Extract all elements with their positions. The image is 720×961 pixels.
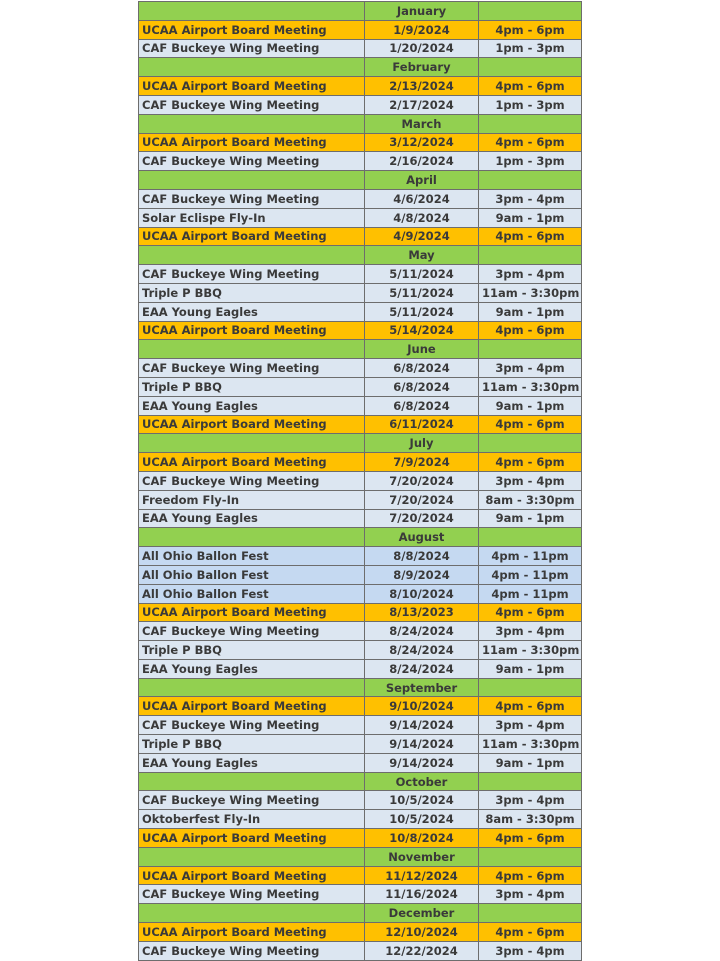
event-name: CAF Buckeye Wing Meeting xyxy=(139,189,365,208)
event-time: 4pm - 11pm xyxy=(479,584,582,603)
event-row xyxy=(139,584,582,603)
event-name: UCAA Airport Board Meeting xyxy=(139,697,365,716)
event-date: 7/9/2024 xyxy=(365,453,479,472)
month-name: October xyxy=(365,772,479,791)
event-row xyxy=(139,20,582,39)
event-name: All Ohio Ballon Fest xyxy=(139,547,365,566)
event-row xyxy=(139,641,582,660)
event-time: 3pm - 4pm xyxy=(479,189,582,208)
event-time: 3pm - 4pm xyxy=(479,941,582,960)
event-date: 8/8/2024 xyxy=(365,547,479,566)
month-spacer-cell xyxy=(479,528,582,547)
event-row xyxy=(139,547,582,566)
month-spacer-cell xyxy=(139,246,365,265)
event-name: CAF Buckeye Wing Meeting xyxy=(139,941,365,960)
event-name: All Ohio Ballon Fest xyxy=(139,565,365,584)
event-name: CAF Buckeye Wing Meeting xyxy=(139,265,365,284)
event-name: UCAA Airport Board Meeting xyxy=(139,321,365,340)
event-date: 9/14/2024 xyxy=(365,716,479,735)
event-time: 1pm - 3pm xyxy=(479,152,582,171)
event-row xyxy=(139,941,582,960)
event-name: CAF Buckeye Wing Meeting xyxy=(139,95,365,114)
event-name: UCAA Airport Board Meeting xyxy=(139,20,365,39)
month-name: July xyxy=(365,434,479,453)
month-spacer-cell xyxy=(479,114,582,133)
event-time: 3pm - 4pm xyxy=(479,885,582,904)
event-name: UCAA Airport Board Meeting xyxy=(139,415,365,434)
event-row xyxy=(139,133,582,152)
event-name: Triple P BBQ xyxy=(139,283,365,302)
event-row xyxy=(139,885,582,904)
event-row xyxy=(139,302,582,321)
event-row xyxy=(139,95,582,114)
event-name: UCAA Airport Board Meeting xyxy=(139,923,365,942)
event-time: 9am - 1pm xyxy=(479,509,582,528)
event-name: Oktoberfest Fly-In xyxy=(139,810,365,829)
event-name: CAF Buckeye Wing Meeting xyxy=(139,152,365,171)
event-time: 9am - 1pm xyxy=(479,753,582,772)
event-date: 2/17/2024 xyxy=(365,95,479,114)
event-row xyxy=(139,565,582,584)
event-date: 7/20/2024 xyxy=(365,471,479,490)
event-name: UCAA Airport Board Meeting xyxy=(139,77,365,96)
month-name: April xyxy=(365,171,479,190)
month-header-row xyxy=(139,772,582,791)
event-row xyxy=(139,227,582,246)
event-time: 9am - 1pm xyxy=(479,659,582,678)
event-time: 4pm - 6pm xyxy=(479,923,582,942)
event-name: Freedom Fly-In xyxy=(139,490,365,509)
month-spacer-cell xyxy=(479,772,582,791)
event-date: 6/8/2024 xyxy=(365,396,479,415)
month-header-row xyxy=(139,340,582,359)
event-time: 11am - 3:30pm xyxy=(479,641,582,660)
event-row xyxy=(139,753,582,772)
event-name: EAA Young Eagles xyxy=(139,302,365,321)
event-date: 6/11/2024 xyxy=(365,415,479,434)
month-spacer-cell xyxy=(139,904,365,923)
event-row xyxy=(139,359,582,378)
event-row xyxy=(139,471,582,490)
month-spacer-cell xyxy=(139,847,365,866)
schedule-body xyxy=(139,2,582,961)
event-time: 4pm - 6pm xyxy=(479,829,582,848)
month-spacer-cell xyxy=(479,434,582,453)
month-spacer-cell xyxy=(479,2,582,21)
event-name: UCAA Airport Board Meeting xyxy=(139,829,365,848)
event-time: 3pm - 4pm xyxy=(479,716,582,735)
event-schedule-table xyxy=(138,1,582,961)
event-row xyxy=(139,697,582,716)
event-name: Solar Eclispe Fly-In xyxy=(139,208,365,227)
month-spacer-cell xyxy=(139,772,365,791)
event-time: 11am - 3:30pm xyxy=(479,283,582,302)
month-spacer-cell xyxy=(139,340,365,359)
event-time: 4pm - 6pm xyxy=(479,697,582,716)
event-name: CAF Buckeye Wing Meeting xyxy=(139,471,365,490)
event-date: 10/8/2024 xyxy=(365,829,479,848)
month-spacer-cell xyxy=(479,847,582,866)
event-time: 4pm - 6pm xyxy=(479,321,582,340)
event-row xyxy=(139,622,582,641)
month-name: December xyxy=(365,904,479,923)
event-row xyxy=(139,603,582,622)
month-spacer-cell xyxy=(139,114,365,133)
event-row xyxy=(139,453,582,472)
month-name: January xyxy=(365,2,479,21)
event-date: 9/14/2024 xyxy=(365,753,479,772)
event-row xyxy=(139,377,582,396)
event-row xyxy=(139,77,582,96)
event-row xyxy=(139,265,582,284)
event-name: EAA Young Eagles xyxy=(139,753,365,772)
month-header-row xyxy=(139,847,582,866)
event-date: 2/13/2024 xyxy=(365,77,479,96)
event-name: CAF Buckeye Wing Meeting xyxy=(139,622,365,641)
event-time: 1pm - 3pm xyxy=(479,39,582,58)
month-name: August xyxy=(365,528,479,547)
event-time: 4pm - 6pm xyxy=(479,20,582,39)
event-date: 4/8/2024 xyxy=(365,208,479,227)
event-name: CAF Buckeye Wing Meeting xyxy=(139,716,365,735)
event-name: UCAA Airport Board Meeting xyxy=(139,866,365,885)
event-row xyxy=(139,396,582,415)
event-name: Triple P BBQ xyxy=(139,641,365,660)
event-row xyxy=(139,923,582,942)
event-name: EAA Young Eagles xyxy=(139,509,365,528)
event-time: 9am - 1pm xyxy=(479,302,582,321)
month-header-row xyxy=(139,678,582,697)
event-date: 8/24/2024 xyxy=(365,641,479,660)
event-date: 10/5/2024 xyxy=(365,810,479,829)
event-row xyxy=(139,321,582,340)
event-name: UCAA Airport Board Meeting xyxy=(139,603,365,622)
event-name: CAF Buckeye Wing Meeting xyxy=(139,39,365,58)
event-date: 6/8/2024 xyxy=(365,377,479,396)
event-time: 4pm - 6pm xyxy=(479,227,582,246)
event-date: 3/12/2024 xyxy=(365,133,479,152)
event-name: UCAA Airport Board Meeting xyxy=(139,133,365,152)
month-spacer-cell xyxy=(479,678,582,697)
event-time: 3pm - 4pm xyxy=(479,622,582,641)
event-time: 3pm - 4pm xyxy=(479,471,582,490)
event-date: 9/14/2024 xyxy=(365,735,479,754)
month-header-row xyxy=(139,528,582,547)
event-row xyxy=(139,490,582,509)
event-date: 8/9/2024 xyxy=(365,565,479,584)
event-name: EAA Young Eagles xyxy=(139,396,365,415)
event-date: 10/5/2024 xyxy=(365,791,479,810)
month-header-row xyxy=(139,114,582,133)
event-date: 7/20/2024 xyxy=(365,509,479,528)
event-row xyxy=(139,866,582,885)
event-row xyxy=(139,208,582,227)
event-date: 12/22/2024 xyxy=(365,941,479,960)
month-spacer-cell xyxy=(139,58,365,77)
event-row xyxy=(139,659,582,678)
event-date: 5/11/2024 xyxy=(365,283,479,302)
month-spacer-cell xyxy=(139,434,365,453)
event-row xyxy=(139,415,582,434)
month-name: February xyxy=(365,58,479,77)
event-name: Triple P BBQ xyxy=(139,377,365,396)
event-time: 9am - 1pm xyxy=(479,396,582,415)
event-time: 3pm - 4pm xyxy=(479,265,582,284)
event-date: 5/11/2024 xyxy=(365,265,479,284)
event-time: 4pm - 6pm xyxy=(479,133,582,152)
month-header-row xyxy=(139,434,582,453)
event-name: CAF Buckeye Wing Meeting xyxy=(139,359,365,378)
event-date: 11/12/2024 xyxy=(365,866,479,885)
month-header-row xyxy=(139,2,582,21)
event-date: 9/10/2024 xyxy=(365,697,479,716)
month-header-row xyxy=(139,904,582,923)
event-row xyxy=(139,509,582,528)
event-date: 4/6/2024 xyxy=(365,189,479,208)
event-date: 5/11/2024 xyxy=(365,302,479,321)
month-name: March xyxy=(365,114,479,133)
event-row xyxy=(139,810,582,829)
event-date: 8/13/2023 xyxy=(365,603,479,622)
event-date: 1/20/2024 xyxy=(365,39,479,58)
event-name: CAF Buckeye Wing Meeting xyxy=(139,885,365,904)
month-spacer-cell xyxy=(479,58,582,77)
month-name: June xyxy=(365,340,479,359)
event-date: 8/10/2024 xyxy=(365,584,479,603)
event-row xyxy=(139,829,582,848)
event-date: 1/9/2024 xyxy=(365,20,479,39)
event-date: 4/9/2024 xyxy=(365,227,479,246)
event-row xyxy=(139,39,582,58)
event-name: UCAA Airport Board Meeting xyxy=(139,453,365,472)
month-spacer-cell xyxy=(479,246,582,265)
event-row xyxy=(139,152,582,171)
month-header-row xyxy=(139,171,582,190)
event-row xyxy=(139,189,582,208)
event-name: UCAA Airport Board Meeting xyxy=(139,227,365,246)
event-date: 5/14/2024 xyxy=(365,321,479,340)
event-time: 4pm - 6pm xyxy=(479,866,582,885)
event-name: EAA Young Eagles xyxy=(139,659,365,678)
month-header-row xyxy=(139,246,582,265)
event-row xyxy=(139,283,582,302)
event-time: 11am - 3:30pm xyxy=(479,735,582,754)
month-spacer-cell xyxy=(479,340,582,359)
month-spacer-cell xyxy=(139,2,365,21)
event-date: 7/20/2024 xyxy=(365,490,479,509)
event-time: 3pm - 4pm xyxy=(479,791,582,810)
event-time: 3pm - 4pm xyxy=(479,359,582,378)
event-name: All Ohio Ballon Fest xyxy=(139,584,365,603)
event-time: 9am - 1pm xyxy=(479,208,582,227)
event-time: 4pm - 6pm xyxy=(479,453,582,472)
event-name: CAF Buckeye Wing Meeting xyxy=(139,791,365,810)
event-row xyxy=(139,735,582,754)
month-spacer-cell xyxy=(479,171,582,190)
event-time: 4pm - 6pm xyxy=(479,603,582,622)
event-date: 8/24/2024 xyxy=(365,622,479,641)
month-name: November xyxy=(365,847,479,866)
month-spacer-cell xyxy=(139,678,365,697)
month-name: May xyxy=(365,246,479,265)
event-row xyxy=(139,791,582,810)
event-time: 8am - 3:30pm xyxy=(479,810,582,829)
event-time: 11am - 3:30pm xyxy=(479,377,582,396)
event-name: Triple P BBQ xyxy=(139,735,365,754)
month-header-row xyxy=(139,58,582,77)
event-date: 8/24/2024 xyxy=(365,659,479,678)
month-spacer-cell xyxy=(139,528,365,547)
event-time: 4pm - 11pm xyxy=(479,547,582,566)
event-date: 12/10/2024 xyxy=(365,923,479,942)
event-time: 8am - 3:30pm xyxy=(479,490,582,509)
event-time: 1pm - 3pm xyxy=(479,95,582,114)
event-time: 4pm - 11pm xyxy=(479,565,582,584)
event-date: 6/8/2024 xyxy=(365,359,479,378)
event-time: 4pm - 6pm xyxy=(479,77,582,96)
month-spacer-cell xyxy=(139,171,365,190)
event-row xyxy=(139,716,582,735)
event-date: 2/16/2024 xyxy=(365,152,479,171)
month-spacer-cell xyxy=(479,904,582,923)
event-time: 4pm - 6pm xyxy=(479,415,582,434)
event-date: 11/16/2024 xyxy=(365,885,479,904)
month-name: September xyxy=(365,678,479,697)
